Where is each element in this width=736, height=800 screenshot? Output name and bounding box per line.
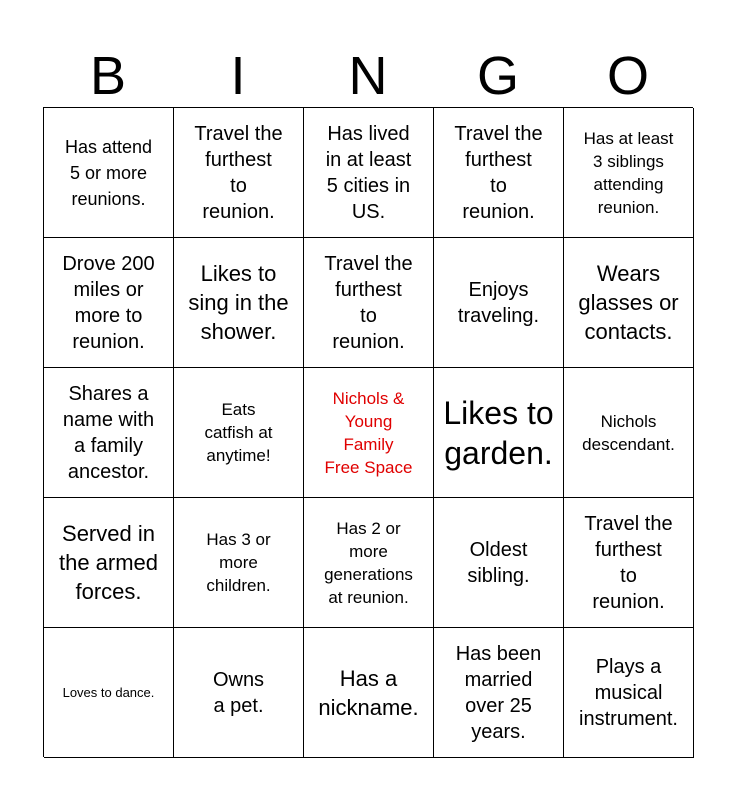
bingo-cell-r3-c5[interactable] [564, 368, 694, 498]
bingo-cell-r1-c3[interactable] [304, 108, 434, 238]
cell-text: Travel the furthest to reunion. [194, 122, 283, 223]
cell-text: Drove 200 miles or more to reunion. [62, 252, 155, 353]
bingo-cell-r4-c3[interactable] [304, 498, 434, 628]
bingo-cell-r3-c2[interactable] [174, 368, 304, 498]
bingo-cell-r4-c2[interactable] [174, 498, 304, 628]
cell-text: Has at least 3 siblings attending reunion. [583, 128, 674, 217]
cell-text: Has been married over 25 years. [455, 642, 542, 743]
bingo-cell-r2-c3[interactable] [304, 238, 434, 368]
bingo-cell-r5-c2[interactable] [174, 628, 304, 758]
bingo-cell-r1-c4[interactable] [434, 108, 564, 238]
cell-text: Travel the furthest to reunion. [584, 512, 673, 613]
cell-text: Likes to sing in the shower. [188, 261, 289, 344]
free-space-cell[interactable] [304, 368, 434, 498]
cell-text: Nichols descendant. [582, 411, 675, 454]
bingo-cell-r5-c1[interactable] [44, 628, 174, 758]
cell-text: Loves to dance. [62, 685, 155, 700]
bingo-cell-r4-c1[interactable] [44, 498, 174, 628]
cell-text: Has a nickname. [318, 665, 419, 720]
cell-text: Enjoys traveling. [457, 278, 540, 327]
header-letter-i: I [230, 46, 246, 106]
header-letter-b: B [89, 46, 127, 106]
free-space-text: Nichols & Young Family Free Space [324, 388, 413, 477]
cell-text: Oldest sibling. [467, 538, 530, 587]
cell-text: Has 3 or more children. [206, 530, 271, 595]
bingo-cell-r1-c1[interactable] [44, 108, 174, 238]
bingo-cell-r5-c3[interactable] [304, 628, 434, 758]
cell-text: Has lived in at least 5 cities in US. [325, 122, 412, 223]
bingo-grid [43, 107, 693, 757]
bingo-cell-r1-c2[interactable] [174, 108, 304, 238]
bingo-cell-r3-c1[interactable] [44, 368, 174, 498]
bingo-header [43, 40, 693, 108]
bingo-cell-r2-c4[interactable] [434, 238, 564, 368]
bingo-cell-r2-c1[interactable] [44, 238, 174, 368]
cell-text: Owns a pet. [212, 668, 265, 717]
bingo-cell-r2-c2[interactable] [174, 238, 304, 368]
cell-text: Eats catfish at anytime! [204, 400, 273, 465]
cell-text: Served in the armed forces. [58, 521, 159, 604]
bingo-cell-r4-c4[interactable] [434, 498, 564, 628]
cell-text: Wears glasses or contacts. [578, 261, 679, 344]
header-letter-o: O [606, 46, 649, 106]
bingo-cell-r2-c5[interactable] [564, 238, 694, 368]
cell-text: Has 2 or more generations at reunion. [324, 518, 413, 607]
cell-text: Plays a musical instrument. [579, 655, 678, 730]
cell-text: Travel the furthest to reunion. [454, 122, 543, 223]
bingo-cell-r4-c5[interactable] [564, 498, 694, 628]
cell-text: Shares a name with a family ancestor. [62, 382, 155, 483]
bingo-cell-r3-c4[interactable] [434, 368, 564, 498]
bingo-cell-r5-c5[interactable] [564, 628, 694, 758]
cell-text: Travel the furthest to reunion. [324, 252, 413, 353]
cell-text: Has attend 5 or more reunions. [64, 136, 153, 209]
bingo-cell-r1-c5[interactable] [564, 108, 694, 238]
bingo-cell-r5-c4[interactable] [434, 628, 564, 758]
header-letter-g: G [476, 46, 519, 106]
header-letter-n: N [348, 46, 388, 106]
cell-text: Likes to garden. [443, 394, 554, 471]
